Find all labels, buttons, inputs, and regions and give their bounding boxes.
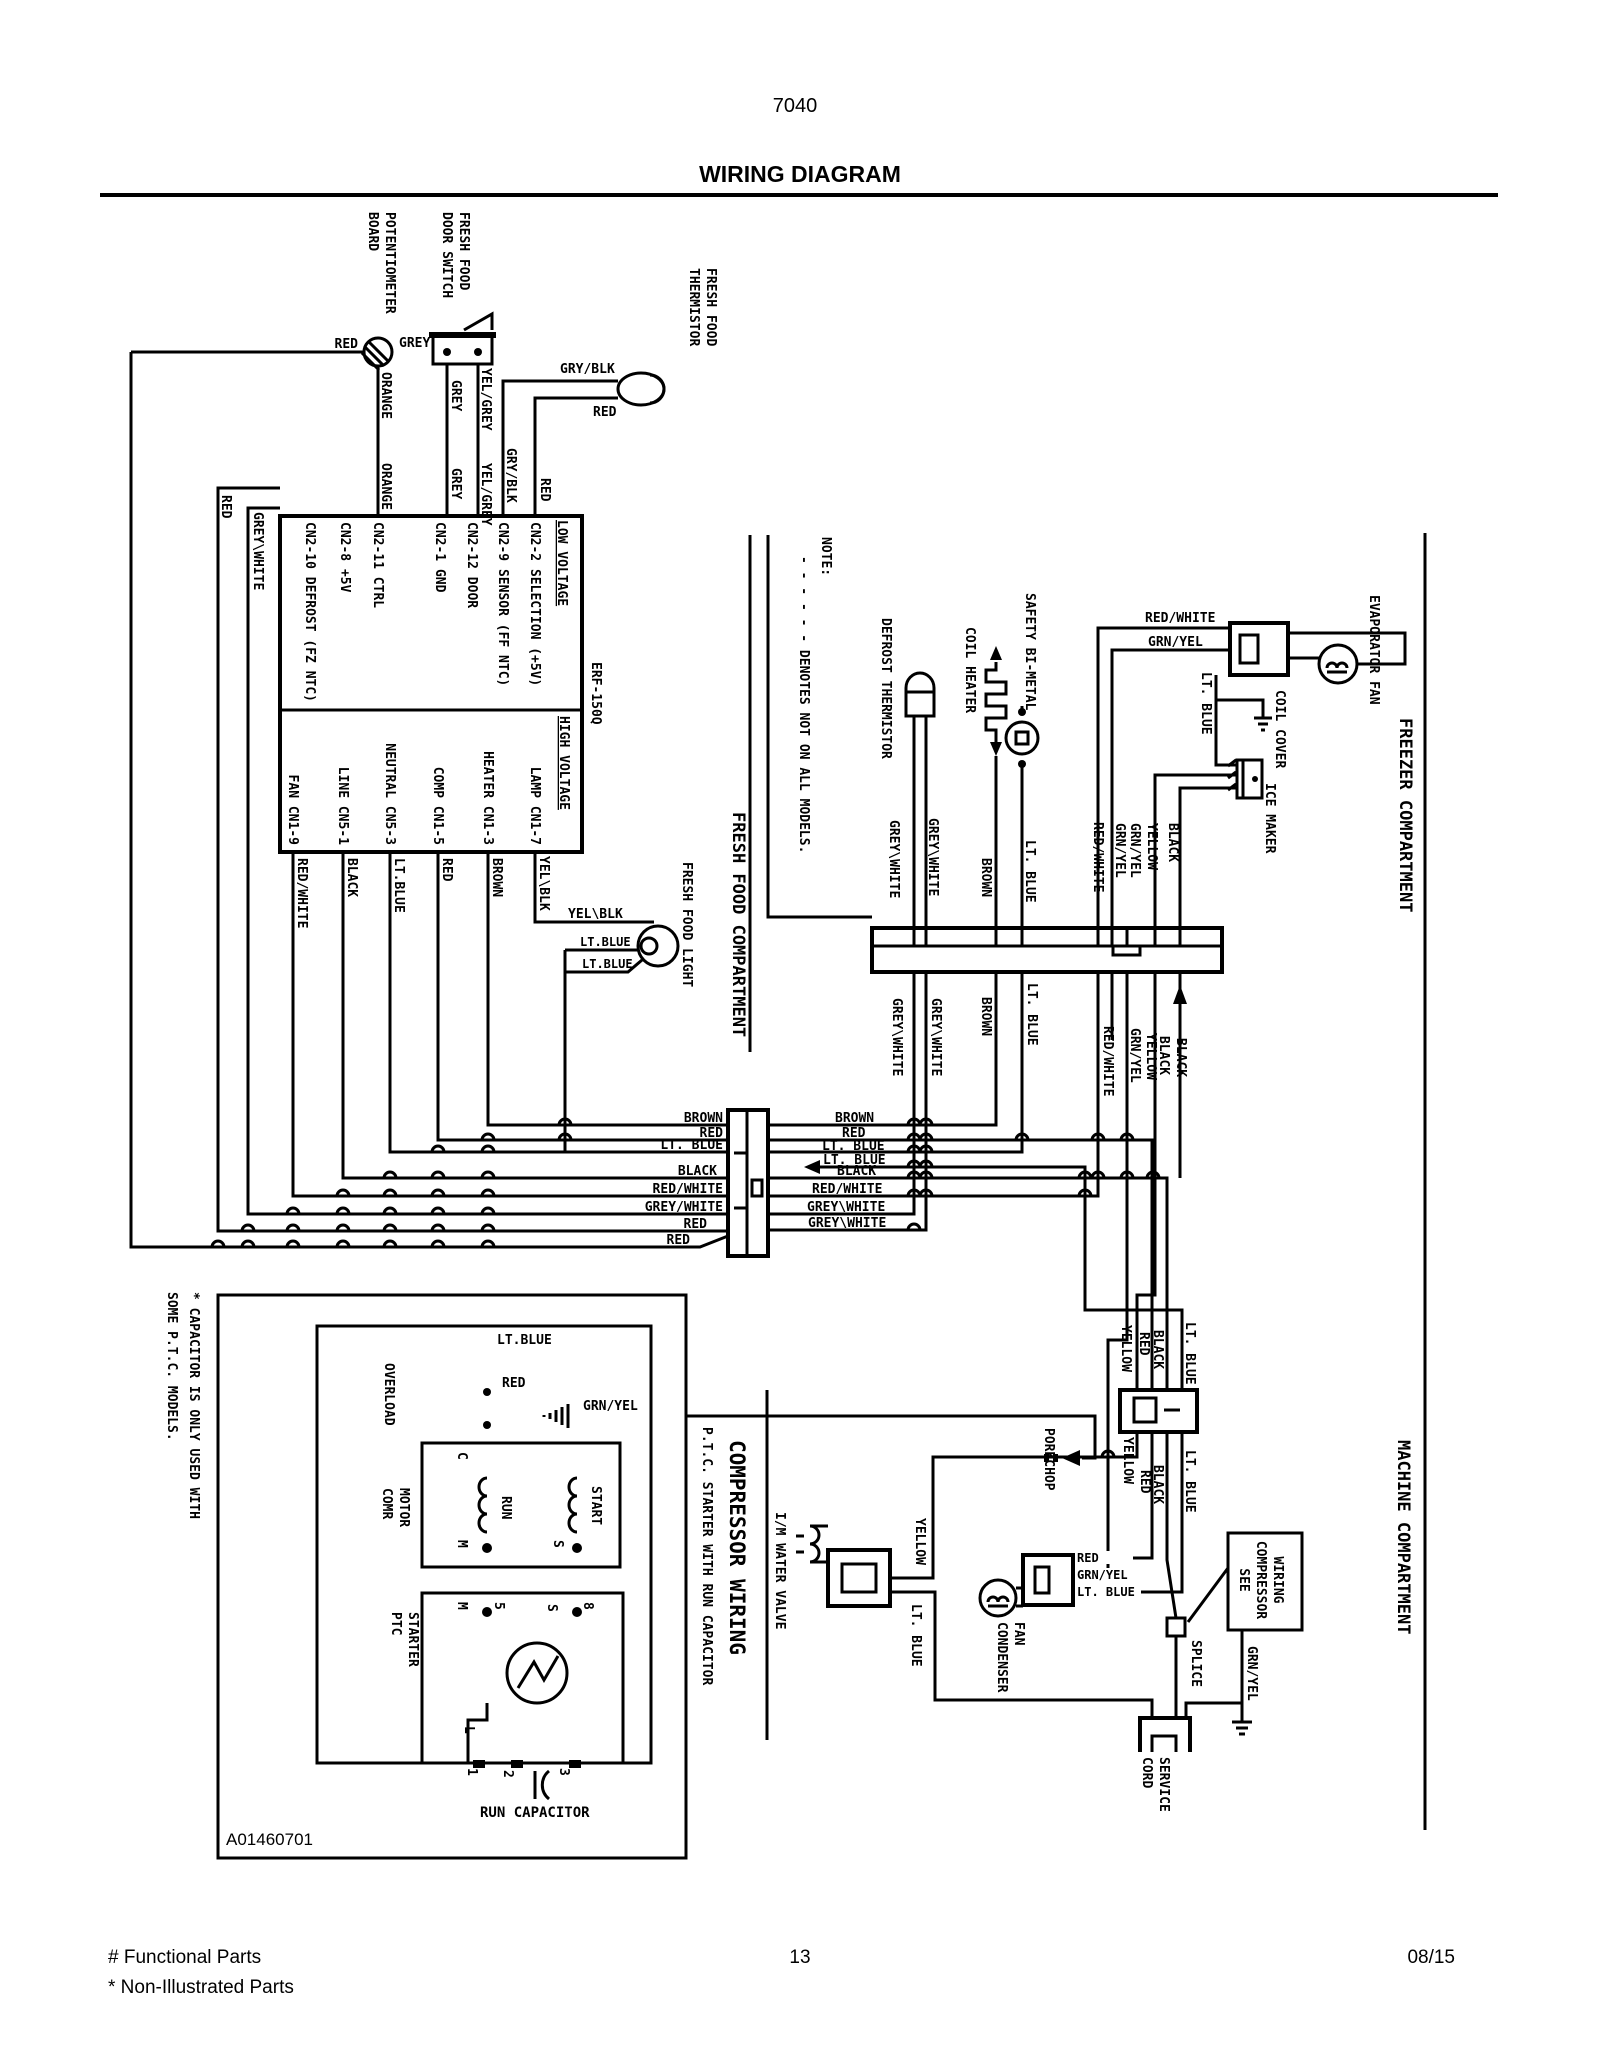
wire-label-yelblk: YEL\BLK — [568, 907, 623, 922]
wire-arrowhead-black — [1173, 985, 1187, 1004]
wire-label-greywhite: GREY\WHITE — [808, 1216, 887, 1231]
overload-label: OVERLOAD — [381, 1363, 396, 1426]
wire-label-brown: BROWN — [683, 1111, 723, 1126]
pot-board-label-2: BOARD — [365, 212, 380, 252]
coil-cover-symbol — [1254, 718, 1272, 730]
pin-cn2-9: CN2-9 SENSOR (FF NTC) — [495, 522, 510, 687]
junction-dot — [1018, 760, 1026, 768]
high-voltage-label: HIGH VOLTAGE — [556, 716, 571, 810]
wire-coilcover-ground — [1216, 700, 1263, 718]
im-water-valve-symbol — [796, 1526, 890, 1606]
pin-cn2-11: CN2-11 CTRL — [370, 522, 385, 609]
wire-label-greywhite: GREY/WHITE — [644, 1200, 723, 1215]
wire-label-greywhite: GREY\WHITE — [886, 820, 901, 899]
wire-label-grnyel: GRN/YEL — [583, 1399, 638, 1414]
wire-ltblue-valve — [891, 1592, 1152, 1718]
wire-grnyel-machine — [1073, 972, 1127, 1575]
wire-label-redwhite: RED/WHITE — [1090, 822, 1105, 893]
wire-label-ltblue: LT.BLUE — [497, 1333, 552, 1348]
compressor-wiring-title: COMPRESSOR WIRING — [725, 1440, 749, 1655]
im-water-valve-label: I/M WATER VALVE — [772, 1512, 787, 1630]
pin-cn2-12: CN2-12 DOOR — [464, 522, 479, 609]
pin-label-2: 2 — [500, 1770, 515, 1778]
machine-compartment-label: MACHINE COMPARTMENT — [1393, 1440, 1413, 1635]
header-rule — [100, 193, 1498, 197]
wire-label-red: RED — [537, 478, 552, 502]
wire-label-brown: BROWN — [978, 997, 993, 1037]
wire-label-brown: BROWN — [835, 1111, 875, 1126]
capacitor-note-line1: * CAPACITOR IS ONLY USED WITH — [186, 1292, 201, 1519]
wire-label-red: RED — [1136, 1332, 1151, 1356]
wire-label-ltblue: LT.BLUE — [582, 957, 633, 971]
condenser-fan-symbol — [980, 1555, 1073, 1616]
wire-label-redwhite: RED/WHITE — [812, 1182, 883, 1197]
heater-arrow-bottom — [990, 742, 1002, 756]
door-switch-flipper — [464, 314, 492, 330]
wire-label-grey: GREY — [448, 468, 463, 500]
wire-label-red: RED — [334, 337, 358, 352]
heater-element — [986, 662, 1006, 742]
freezer-divider — [768, 535, 872, 917]
wire-label-gryblk: GRY/BLK — [503, 448, 518, 503]
wire-label-red: RED — [699, 1126, 723, 1141]
condenser-fan-label-2: FAN — [1011, 1622, 1026, 1646]
wire-label-greywhite: GREY\WHITE — [807, 1200, 886, 1215]
see-compressor-label-1: SEE — [1236, 1568, 1251, 1592]
wire-label-yellow: YELLOW — [1143, 1033, 1158, 1080]
wire-label-ltblue: LT. BLUE — [1022, 840, 1037, 903]
footer-functional: # Functional Parts — [108, 1947, 262, 1968]
wire-label-ltblue: LT. BLUE — [823, 1153, 886, 1168]
wire-label-grnyel: GRN/YEL — [1148, 635, 1203, 650]
wire-label-greywhite: GREY\WHITE — [928, 998, 943, 1077]
doc-number: 7040 — [772, 95, 818, 117]
splice-label: SPLICE — [1188, 1640, 1203, 1687]
wire-label-red: RED — [502, 1376, 526, 1391]
pin-heater: HEATER CN1-3 — [480, 751, 495, 845]
ground-bars — [1232, 1722, 1252, 1734]
wire-label-ltblue: LT. BLUE — [1182, 1322, 1197, 1385]
coil-heater-label: COIL HEATER — [962, 627, 977, 714]
wire-label-black: BLACK — [1156, 1036, 1171, 1076]
ptc-terminal-s: S — [544, 1604, 559, 1612]
wire-label-redwhite: RED/WHITE — [1100, 1026, 1115, 1097]
wire-label-gryblk: GRY/BLK — [560, 362, 615, 377]
pin-cn2-2: CN2-2 SELECTION (+5V) — [527, 522, 542, 687]
freezer-compartment-label: FREEZER COMPARTMENT — [1395, 718, 1415, 913]
ptc-starter-label-2: STARTER — [405, 1612, 420, 1667]
wire-label-brown: BROWN — [489, 858, 504, 898]
wire-label-red: RED — [666, 1233, 690, 1248]
terminal-m: M — [454, 1540, 469, 1548]
footer-non-illustrated: * Non-Illustrated Parts — [108, 1977, 294, 1998]
wire-label-yellow: YELLOW — [1144, 823, 1159, 870]
coil-heater-symbol — [986, 646, 1006, 756]
door-switch-top — [429, 332, 496, 338]
wire-label-red: RED — [218, 495, 233, 519]
ptc-terminal-5: 5 — [491, 1602, 506, 1610]
pin-3 — [569, 1760, 581, 1768]
service-ground — [1232, 1722, 1252, 1734]
heater-arrow-top — [990, 646, 1002, 660]
wire-label-yellow: YELLOW — [1120, 1437, 1135, 1484]
wire-label-orange: ORANGE — [378, 372, 393, 419]
ice-maker-label: ICE MAKER — [1262, 783, 1277, 854]
junction-dot — [474, 348, 482, 356]
wire-label-ltblue: LT. BLUE — [660, 1138, 723, 1153]
wire-label-redwhite: RED/WHITE — [294, 858, 309, 929]
wire-label-redwhite: RED/WHITE — [652, 1182, 723, 1197]
fresh-food-compartment-label: FRESH FOOD COMPARTMENT — [728, 812, 748, 1038]
note-line2: - - - - - - DENOTES NOT ON ALL MODELS. — [796, 556, 811, 854]
pin-line: LINE CN5-1 — [335, 766, 350, 845]
pin-label-1: 1 — [464, 1768, 479, 1776]
pin-lamp: LAMP CN1-7 — [527, 766, 542, 845]
service-cord-symbol — [1140, 1718, 1190, 1752]
wire-gryblk-thermistor — [503, 381, 618, 516]
pin-cn2-8: CN2-8 +5V — [337, 522, 352, 593]
pin-cn2-1: CN2-1 GND — [432, 522, 447, 593]
wire-black-icemaker — [1180, 788, 1237, 1178]
motor-terminal-m — [482, 1543, 492, 1553]
potentiometer — [362, 338, 392, 370]
wire-label-grey: GREY — [448, 380, 463, 412]
splice-square — [1167, 1618, 1185, 1636]
wire-label-black: BLACK — [1150, 1465, 1165, 1505]
wire-label-ltblue: LT. BLUE — [908, 1604, 923, 1667]
ptc-subtitle: P.T.C. STARTER WITH RUN CAPACITOR — [699, 1427, 714, 1686]
wire-label-ltblue: LT.BLUE — [391, 858, 406, 913]
pot-board-label-1: POTENTIOMETER — [382, 212, 397, 314]
porkchop-label: PORKCHOP — [1041, 1428, 1056, 1491]
comr-motor-label-2: MOTOR — [396, 1488, 411, 1528]
wire-label-ltblue: LT. BLUE — [822, 1139, 885, 1154]
defrost-thermistor-symbol — [906, 673, 934, 716]
junction-dot — [1252, 776, 1258, 782]
wire-label-red: RED — [439, 858, 454, 882]
bimetal-body — [1006, 722, 1038, 754]
wire-label-red: RED — [842, 1126, 866, 1141]
wire-label-red: RED — [1137, 1470, 1152, 1494]
door-switch-body — [433, 336, 492, 364]
page-title: WIRING DIAGRAM — [699, 161, 901, 187]
wire-arrowhead-ltblue — [804, 1160, 820, 1174]
compressor-section — [218, 1295, 686, 1858]
wire-label-yelgrey: YEL/GREY — [478, 463, 493, 526]
defrost-thermistor-label: DEFROST THERMISTOR — [878, 618, 893, 759]
wire-label-greywhite: GREY\WHITE — [250, 512, 265, 591]
wire-label-yellow: YELLOW — [1118, 1325, 1133, 1372]
service-cord-label-2: SERVICE — [1156, 1757, 1171, 1812]
wire-label-greywhite: GREY\WHITE — [889, 998, 904, 1077]
pin-comp: COMP CN1-5 — [430, 766, 445, 845]
ptc-thermistor — [507, 1643, 567, 1703]
footer-date: 08/15 — [1407, 1947, 1455, 1968]
wire-label-black: BLACK — [1150, 1330, 1165, 1370]
ff-thermistor-label-2: THERMISTOR — [686, 268, 701, 347]
ptc-terminal-5 — [482, 1607, 492, 1617]
low-voltage-label: LOW VOLTAGE — [554, 520, 569, 607]
start-label: START — [588, 1486, 603, 1526]
wire-label-grnyel: GRN/YEL — [1112, 823, 1127, 878]
valve-connector — [828, 1550, 890, 1606]
wire-label-redwhite: RED/WHITE — [1145, 611, 1216, 626]
pin-1 — [473, 1760, 485, 1768]
condenser-fan-label-1: CONDENSER — [994, 1622, 1009, 1693]
diagram-id: A01460701 — [226, 1830, 313, 1849]
terminal-l: L — [461, 1726, 476, 1734]
machine-connector — [1120, 1390, 1197, 1432]
service-cord-label-1: CORD — [1139, 1757, 1154, 1789]
ff-thermistor-label-1: FRESH FOOD — [703, 268, 718, 347]
wire-label-red: RED — [683, 1217, 707, 1232]
freezer-connector-bar — [872, 928, 1222, 972]
terminal-s: S — [550, 1540, 565, 1548]
wire-label-ltblue: LT. BLUE — [1024, 983, 1039, 1046]
pin-cn2-10: CN2-10 DEFROST (FZ NTC) — [302, 522, 317, 703]
wire-ltblue-neutral — [390, 852, 728, 1152]
pin-neutral: NEUTRAL CN5-3 — [382, 743, 397, 845]
wire-label-black: BLACK — [677, 1164, 717, 1179]
door-switch-label-1: FRESH FOOD — [456, 212, 471, 291]
machine-connector-body — [1120, 1390, 1197, 1432]
ff-light-inner — [641, 938, 657, 954]
see-compressor-label-3: WIRING — [1270, 1556, 1285, 1604]
wire-label-ltblue: LT.BLUE — [580, 935, 631, 949]
inline-connector — [728, 1110, 768, 1256]
pin-label-3: 3 — [556, 1768, 571, 1776]
pin-2 — [511, 1760, 523, 1768]
pin-fan: FAN CN1-9 — [285, 774, 300, 845]
wire-label-ltblue: LT. BLUE — [1198, 672, 1213, 735]
wire-label-red: RED — [1077, 1551, 1099, 1565]
coil-cover-ground — [1254, 718, 1272, 730]
wire-label-grey: GREY — [399, 336, 431, 351]
wire-label-greywhite: GREY\WHITE — [925, 818, 940, 897]
footer-page-number: 13 — [789, 1947, 811, 1968]
terminal-c: C — [454, 1452, 469, 1460]
wire-label-red: RED — [593, 405, 617, 420]
board-name: ERF-150Q — [588, 662, 603, 725]
wire-label-black: BLACK — [1165, 823, 1180, 863]
safety-bimetal-label: SAFETY BI-METAL — [1022, 593, 1037, 711]
junction-dot — [443, 348, 451, 356]
wire-label-black: BLACK — [837, 1164, 877, 1179]
compressor-outer-box — [218, 1295, 686, 1858]
run-capacitor-label: RUN CAPACITOR — [480, 1805, 590, 1821]
run-label: RUN — [498, 1496, 513, 1520]
wire-label-black: BLACK — [1173, 1038, 1188, 1078]
wire-label-grnyel: GRN/YEL — [1244, 1646, 1259, 1701]
ff-light-label: FRESH FOOD LIGHT — [679, 862, 694, 988]
door-switch-label-2: DOOR SWITCH — [439, 212, 454, 299]
wire-label-ltblue: LT. BLUE — [1182, 1450, 1197, 1513]
ptc-starter-label-1: PTC — [388, 1612, 403, 1636]
wire-label-brown: BROWN — [978, 858, 993, 898]
motor-terminal-s — [572, 1543, 582, 1553]
wire-ltblue-icemaker — [1216, 675, 1237, 765]
capacitor-note-line2: SOME P.T.C. MODELS. — [164, 1292, 179, 1441]
note-line1: NOTE: — [818, 537, 833, 577]
wire-label-black: BLACK — [344, 858, 359, 898]
icemaker-connector — [1237, 760, 1262, 798]
wire-label-ltblue: LT. BLUE — [1077, 1585, 1135, 1599]
splice-symbol — [1167, 1618, 1185, 1636]
defrost-bulb — [906, 673, 934, 716]
coil-cover-label: COIL COVER — [1272, 690, 1287, 769]
porkchop-arrow — [1062, 1450, 1080, 1466]
ptc-terminal-m: M — [454, 1602, 469, 1610]
wire-label-yelgrey: YEL/GREY — [478, 368, 493, 431]
wire-label-orange: ORANGE — [378, 463, 393, 510]
wire-label-grnyel: GRN/YEL — [1077, 1568, 1128, 1582]
safety-bimetal-symbol — [1006, 708, 1038, 768]
door-switch — [429, 314, 496, 364]
wire-label-grnyel: GRN/YEL — [1127, 823, 1142, 878]
ptc-terminal-8: 8 — [580, 1602, 595, 1610]
ff-thermistor-symbol — [618, 373, 664, 405]
junction-dot — [483, 1388, 491, 1396]
valve-coil — [796, 1526, 828, 1562]
wire-label-yelblk: YEL\BLK — [536, 856, 551, 911]
wire-label-yellow: YELLOW — [912, 1518, 927, 1565]
evap-fan-label: EVAPORATOR FAN — [1366, 595, 1381, 705]
see-compressor-label-2: COMPRESSOR — [1253, 1540, 1268, 1620]
wire-label-grnyel: GRN/YEL — [1127, 1028, 1142, 1083]
comr-motor-label-1: COMR — [379, 1488, 394, 1520]
junction-dot — [483, 1421, 491, 1429]
